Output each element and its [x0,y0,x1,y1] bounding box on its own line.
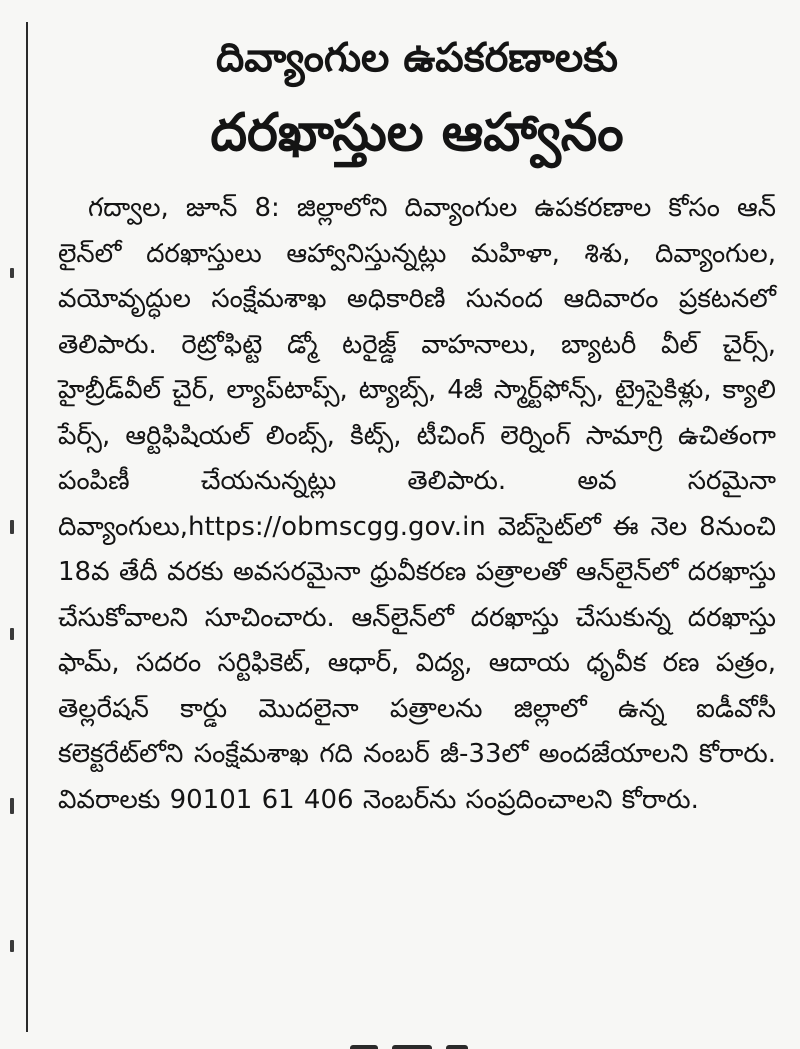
next-article-fragment [350,1036,520,1049]
news-article [58,0,776,1049]
adjacent-column-glyph [10,798,14,814]
headline-kicker: దివ్యాంగుల ఉపకరణాలకు [216,35,618,81]
adjacent-column-glyph [10,628,14,640]
headline-main: దరఖాస్తుల ఆహ్వానం [210,103,624,163]
adjacent-column-glyph [10,940,14,952]
adjacent-column-glyph [10,268,14,278]
adjacent-column-glyph [10,520,14,534]
article-body: గద్వాల, జూన్ 8: జిల్లాలోని దివ్యాంగుల ఉపకరణాల కోసం ఆన్ లైన్‌లో దరఖాస్తులు ఆహ్వానిస్తున్నట్లు మహిళా, శిశు, దివ్యాంగుల, వయోవృద్ధుల సంక్షేమశాఖ అధికారిణి సునంద ఆదివారం ప్రకటనలో తెలిపారు. రెట్రోఫిట్టె డ్మో టరైజ్డ్ వాహనాలు, బ్యాటరీ వీల్ చైర్స్, హైబ్రీడ్‌వీల్ చైర్, ల్యాప్‌టాప్స్, ట్యాబ్స్, 4జీ స్మార్ట్‌ఫోన్స్, ట్రైసైకిళ్లు, క్యాలి పేర్స్, ఆర్టిఫిషియల్ లింబ్స్, కిట్స్, టీచింగ్ లెర్నింగ్ సామాగ్రి ఉచితంగా పంపిణీ చేయనున్నట్లు తెలిపారు. అవ సరమైనా దివ్యాంగులు,https://obmscgg.gov.in వెబ్‌సైట్‌లో ఈ నెల 8నుంచి 18వ తేదీ వరకు అవసరమైనా ధ్రువీకరణ పత్రాలతో ఆన్‌లైన్‌లో దరఖాస్తు చేసుకోవాలని సూచించారు. ఆన్‌లైన్‌లో దరఖాస్తు చేసుకున్న దరఖాస్తు ఫామ్, సదరం సర్టిఫికెట్, ఆధార్, విద్య, ఆదాయ ధృవీక రణ పత్రం, తెల్లరేషన్ కార్డు మొదలైనా పత్రాలను జిల్లాలో ఉన్న ఐడీవోసీ కలెక్టరేట్‌లోని సంక్షేమశాఖ గది నంబర్ జీ-33లో అందజేయాలని కోరారు. వివరాలకు 90101 61 406 నెంబర్‌ను సంప్రదించాలని కోరారు. [58,193,776,815]
adjacent-column-edge [0,0,26,1049]
column-divider [26,22,28,1032]
